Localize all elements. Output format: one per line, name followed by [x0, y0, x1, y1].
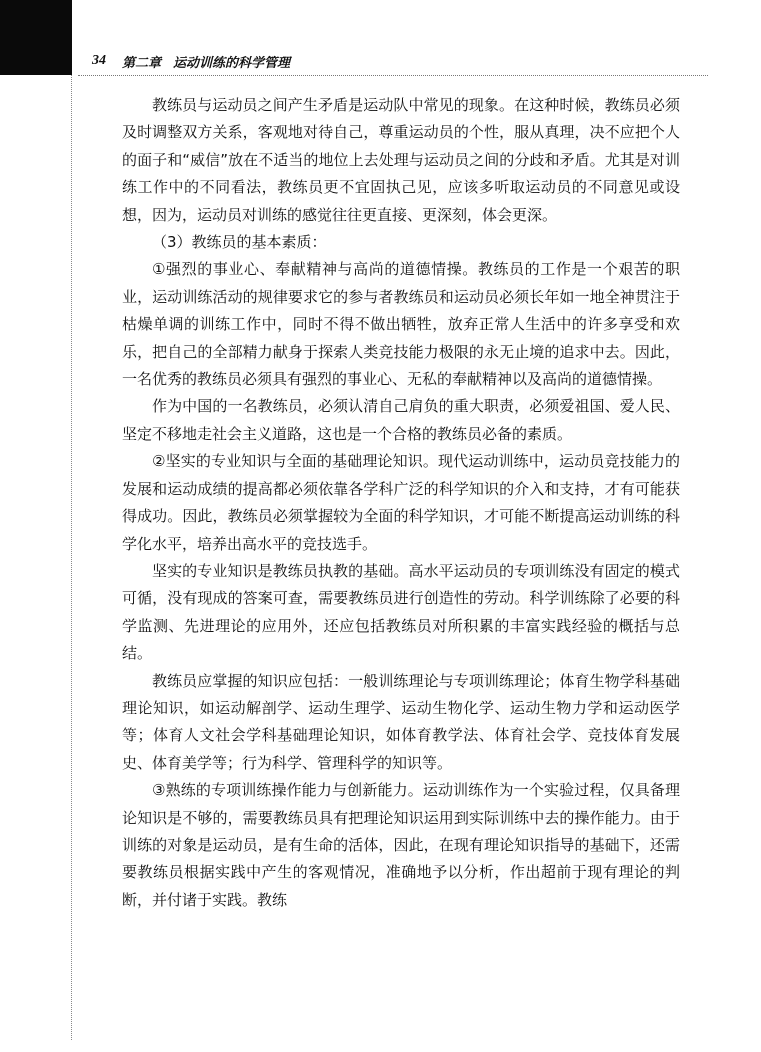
- chapter-label: 第二章: [122, 55, 162, 71]
- paragraph: ③熟练的专项训练操作能力与创新能力。运动训练作为一个实验过程，仅具备理论知识是不够的，需要教练员具有把理论知识运用到实际训练中去的操作能力。由于训练的对象是运动员，是有生命的活体，因此，在现有理论知识指导的基础下，还需要教练员根据实践中产生的客观情况，准确地予以分析，作出超前于现有理论的判断，并付诸于实践。教练: [122, 781, 680, 909]
- paragraph: ②坚实的专业知识与全面的基础理论知识。现代运动训练中，运动员竞技能力的发展和运动成绩的提高都必须依靠各学科广泛的科学知识的介入和支持，才有可能获得成功。因此，教练员必须掌握较为全面的科学知识，才可能不断提高运动训练的科学化水平，培养出高水平的竞技选手。: [122, 452, 680, 553]
- paragraph: 教练员与运动员之间产生矛盾是运动队中常见的现象。在这种时候，教练员必须及时调整双方关系，客观地对待自己，尊重运动员的个性，服从真理，决不应把个人的面子和“威信”放在不适当的地位上去处理与运动员之间的分歧和矛盾。尤其是对训练工作中的不同看法，教练员更不宜固执己见，应该多听取运动员的不同意见或设想，因为，运动员对训练的感觉往往更直接、更深刻，体会更深。: [122, 96, 680, 224]
- paragraph: 教练员应掌握的知识应包括：一般训练理论与专项训练理论；体育生物学科基础理论知识，如运动解剖学、运动生理学、运动生物化学、运动生物力学和运动医学等；体育人文社会学科基础理论知识，如体育教学法、体育社会学、竞技体育发展史、体育美学等；行为科学、管理科学的知识等。: [122, 671, 680, 772]
- paragraph: ①强烈的事业心、奉献精神与高尚的道德情操。教练员的工作是一个艰苦的职业，运动训练活动的规律要求它的参与者教练员和运动员必须长年如一地全神贯注于枯燥单调的训练工作中，同时不得不做出牺牲，放弃正常人生活中的许多享受和欢乐，把自己的全部精力献身于探索人类竞技能力极限的永无止境的追求中去。因此，一名优秀的教练员必须具有强烈的事业心、无私的奉献精神以及高尚的道德情操。: [122, 260, 680, 389]
- section-heading: （3）教练员的基本素质：: [152, 233, 327, 252]
- body-text: [122, 92, 680, 914]
- paragraph: 作为中国的一名教练员，必须认清自己肩负的重大职责，必须爱祖国、爱人民、坚定不移地走社会主义道路，这也是一个合格的教练员必备的素质。: [122, 397, 680, 443]
- chapter-title: 运动训练的科学管理: [173, 55, 291, 71]
- paragraph: 坚实的专业知识是教练员执教的基础。高水平运动员的专项训练没有固定的模式可循，没有现成的答案可查，需要教练员进行创造性的劳动。科学训练除了必要的科学监测、先进理论的应用外，还应包括教练员对所积累的丰富实践经验的概括与总结。: [122, 561, 680, 663]
- binding-edge-line: [71, 75, 72, 1040]
- page-number: 34: [92, 53, 106, 68]
- page-corner-block: [0, 0, 72, 75]
- header-divider: [78, 75, 708, 76]
- running-header: [92, 50, 290, 72]
